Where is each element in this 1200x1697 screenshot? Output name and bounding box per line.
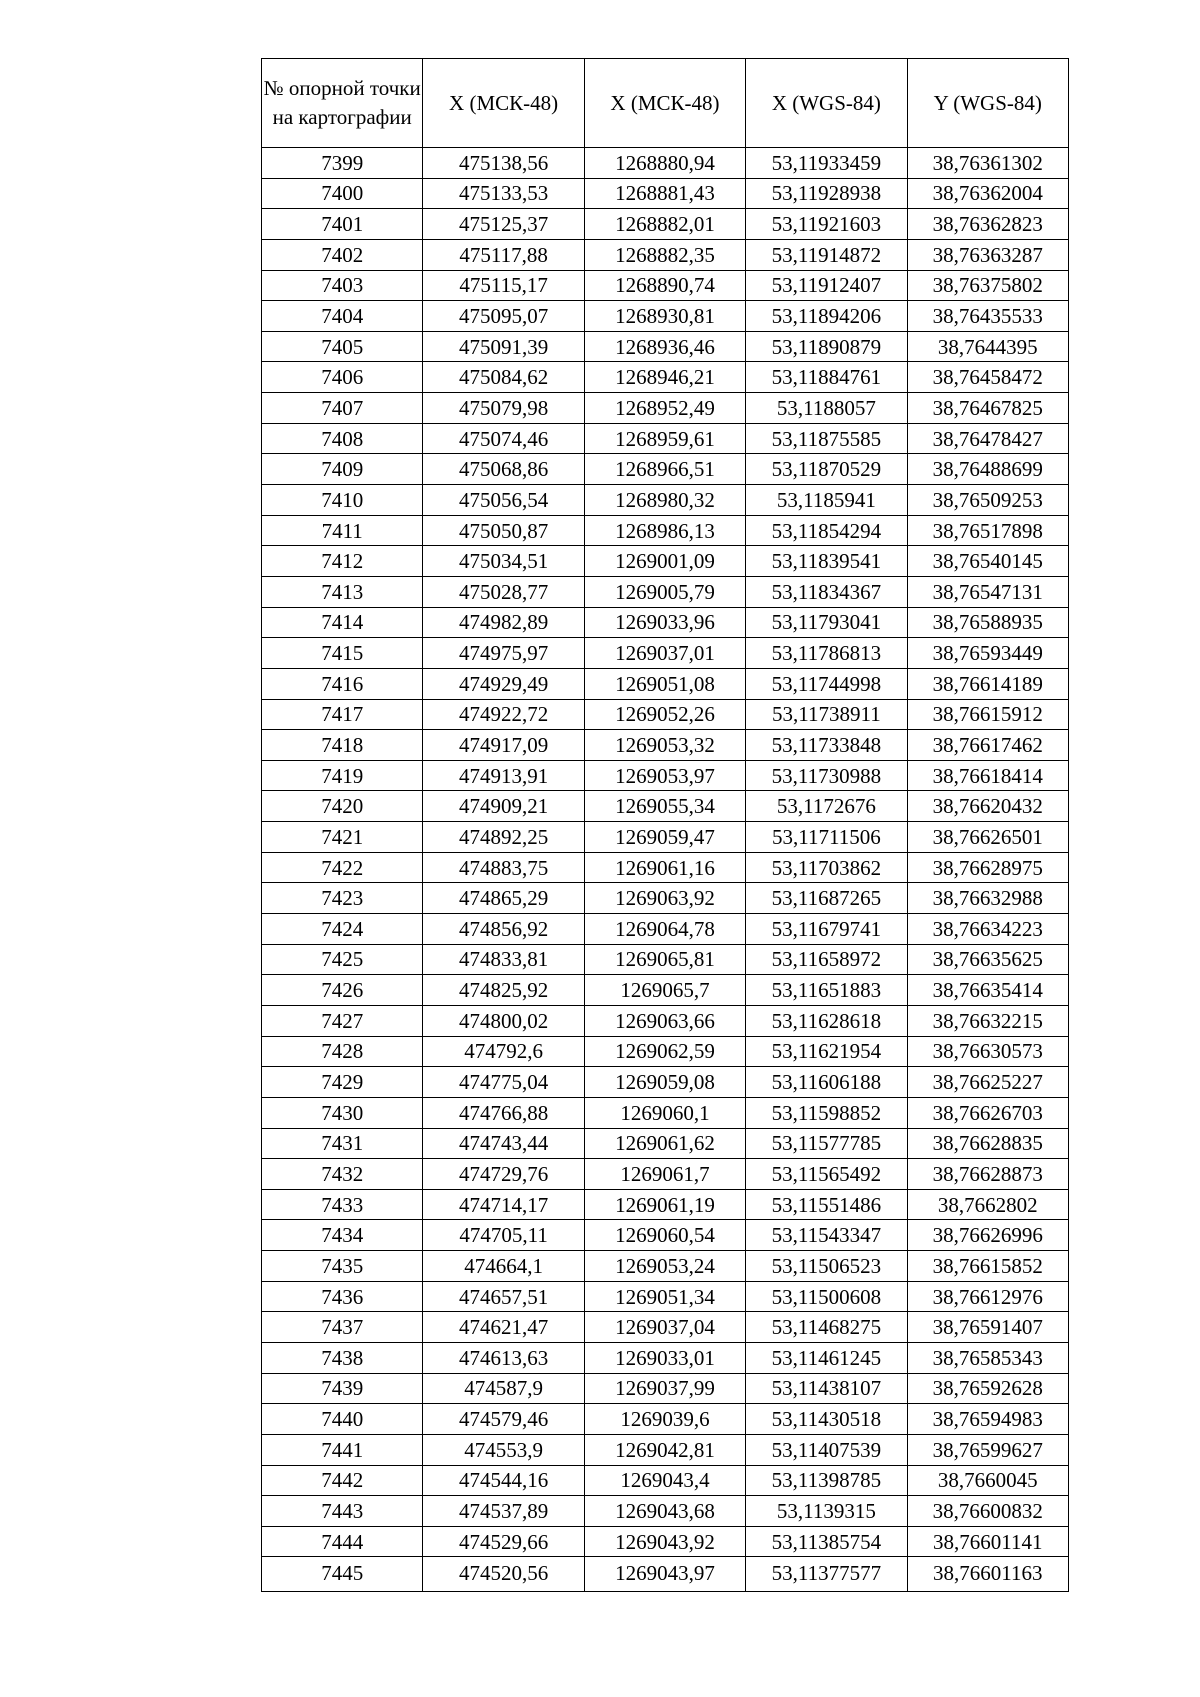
y-wgs84-cell: 38,76585343 <box>907 1342 1068 1373</box>
x-wgs84-cell: 53,11703862 <box>746 852 907 883</box>
x-wgs84-cell: 53,11912407 <box>746 270 907 301</box>
x-wgs84-cell: 53,11621954 <box>746 1036 907 1067</box>
x-msk48-cell: 474714,17 <box>423 1189 584 1220</box>
x-msk48-cell: 474705,11 <box>423 1220 584 1251</box>
table-row <box>262 1281 1069 1312</box>
table-row <box>262 791 1069 822</box>
x-msk48-cell: 474922,72 <box>423 699 584 730</box>
table-row <box>262 699 1069 730</box>
header-x-msk48-second: X (МСК-48) <box>584 59 745 148</box>
point-number-cell: 7432 <box>262 1159 423 1190</box>
x-msk48-cell: 474587,9 <box>423 1373 584 1404</box>
table-body <box>262 148 1069 1592</box>
table-row <box>262 1465 1069 1496</box>
point-number-cell: 7418 <box>262 730 423 761</box>
y-wgs84-cell: 38,76600832 <box>907 1496 1068 1527</box>
point-number-cell: 7409 <box>262 454 423 485</box>
x-msk48-second-cell: 1268880,94 <box>584 148 745 179</box>
x-msk48-cell: 474537,89 <box>423 1496 584 1527</box>
x-wgs84-cell: 53,11543347 <box>746 1220 907 1251</box>
y-wgs84-cell: 38,76594983 <box>907 1404 1068 1435</box>
x-wgs84-cell: 53,11870529 <box>746 454 907 485</box>
table-row <box>262 852 1069 883</box>
y-wgs84-cell: 38,76361302 <box>907 148 1068 179</box>
table-row <box>262 1404 1069 1435</box>
point-number-cell: 7435 <box>262 1251 423 1282</box>
table-row <box>262 209 1069 240</box>
table-row <box>262 944 1069 975</box>
x-msk48-second-cell: 1268890,74 <box>584 270 745 301</box>
point-number-cell: 7422 <box>262 852 423 883</box>
point-number-cell: 7414 <box>262 607 423 638</box>
x-msk48-second-cell: 1269039,6 <box>584 1404 745 1435</box>
point-number-cell: 7426 <box>262 975 423 1006</box>
x-msk48-second-cell: 1269053,97 <box>584 760 745 791</box>
point-number-cell: 7412 <box>262 546 423 577</box>
y-wgs84-cell: 38,76478427 <box>907 423 1068 454</box>
x-wgs84-cell: 53,11834367 <box>746 576 907 607</box>
x-msk48-second-cell: 1269061,62 <box>584 1128 745 1159</box>
table-row <box>262 301 1069 332</box>
point-number-cell: 7445 <box>262 1557 423 1592</box>
table-row <box>262 914 1069 945</box>
table-row <box>262 331 1069 362</box>
x-msk48-cell: 474917,09 <box>423 730 584 761</box>
table-row <box>262 1005 1069 1036</box>
x-msk48-cell: 474553,9 <box>423 1434 584 1465</box>
x-msk48-second-cell: 1268882,35 <box>584 239 745 270</box>
x-msk48-second-cell: 1269037,04 <box>584 1312 745 1343</box>
x-wgs84-cell: 53,11606188 <box>746 1067 907 1098</box>
y-wgs84-cell: 38,76601163 <box>907 1557 1068 1592</box>
x-msk48-second-cell: 1268986,13 <box>584 515 745 546</box>
y-wgs84-cell: 38,7644395 <box>907 331 1068 362</box>
table-row <box>262 1220 1069 1251</box>
y-wgs84-cell: 38,76509253 <box>907 485 1068 516</box>
x-msk48-cell: 474657,51 <box>423 1281 584 1312</box>
x-wgs84-cell: 53,11551486 <box>746 1189 907 1220</box>
x-msk48-cell: 474664,1 <box>423 1251 584 1282</box>
x-msk48-second-cell: 1269055,34 <box>584 791 745 822</box>
x-msk48-second-cell: 1268980,32 <box>584 485 745 516</box>
x-wgs84-cell: 53,11679741 <box>746 914 907 945</box>
x-msk48-second-cell: 1269051,08 <box>584 668 745 699</box>
table-row <box>262 148 1069 179</box>
x-wgs84-cell: 53,11377577 <box>746 1557 907 1592</box>
y-wgs84-cell: 38,76635625 <box>907 944 1068 975</box>
y-wgs84-cell: 38,7662802 <box>907 1189 1068 1220</box>
x-msk48-cell: 475068,86 <box>423 454 584 485</box>
point-number-cell: 7440 <box>262 1404 423 1435</box>
y-wgs84-cell: 38,76362823 <box>907 209 1068 240</box>
x-wgs84-cell: 53,11506523 <box>746 1251 907 1282</box>
x-msk48-cell: 475084,62 <box>423 362 584 393</box>
x-msk48-cell: 474856,92 <box>423 914 584 945</box>
table-row <box>262 822 1069 853</box>
x-wgs84-cell: 53,11398785 <box>746 1465 907 1496</box>
table-row <box>262 393 1069 424</box>
x-msk48-cell: 474775,04 <box>423 1067 584 1098</box>
table-row <box>262 1128 1069 1159</box>
y-wgs84-cell: 38,76628975 <box>907 852 1068 883</box>
x-wgs84-cell: 53,11744998 <box>746 668 907 699</box>
x-wgs84-cell: 53,11577785 <box>746 1128 907 1159</box>
x-msk48-cell: 474613,63 <box>423 1342 584 1373</box>
point-number-cell: 7438 <box>262 1342 423 1373</box>
x-msk48-second-cell: 1269043,97 <box>584 1557 745 1592</box>
x-wgs84-cell: 53,11839541 <box>746 546 907 577</box>
y-wgs84-cell: 38,76593449 <box>907 638 1068 669</box>
x-msk48-second-cell: 1269061,7 <box>584 1159 745 1190</box>
point-number-cell: 7400 <box>262 178 423 209</box>
y-wgs84-cell: 38,76628873 <box>907 1159 1068 1190</box>
y-wgs84-cell: 38,76625227 <box>907 1067 1068 1098</box>
x-msk48-cell: 474892,25 <box>423 822 584 853</box>
table-row <box>262 546 1069 577</box>
table-row <box>262 1189 1069 1220</box>
x-wgs84-cell: 53,11733848 <box>746 730 907 761</box>
point-number-cell: 7443 <box>262 1496 423 1527</box>
x-msk48-second-cell: 1268936,46 <box>584 331 745 362</box>
y-wgs84-cell: 38,76612976 <box>907 1281 1068 1312</box>
table-row <box>262 1373 1069 1404</box>
table-row <box>262 975 1069 1006</box>
point-number-cell: 7444 <box>262 1526 423 1557</box>
x-msk48-second-cell: 1268959,61 <box>584 423 745 454</box>
point-number-cell: 7421 <box>262 822 423 853</box>
point-number-cell: 7405 <box>262 331 423 362</box>
x-wgs84-cell: 53,11793041 <box>746 607 907 638</box>
point-number-cell: 7420 <box>262 791 423 822</box>
y-wgs84-cell: 38,76620432 <box>907 791 1068 822</box>
x-msk48-second-cell: 1269043,4 <box>584 1465 745 1496</box>
x-msk48-second-cell: 1269053,32 <box>584 730 745 761</box>
x-msk48-cell: 474883,75 <box>423 852 584 883</box>
y-wgs84-cell: 38,76599627 <box>907 1434 1068 1465</box>
x-msk48-second-cell: 1269063,66 <box>584 1005 745 1036</box>
x-msk48-second-cell: 1268881,43 <box>584 178 745 209</box>
x-msk48-second-cell: 1269061,19 <box>584 1189 745 1220</box>
table-row <box>262 515 1069 546</box>
table-row <box>262 1434 1069 1465</box>
x-wgs84-cell: 53,11565492 <box>746 1159 907 1190</box>
x-wgs84-cell: 53,11468275 <box>746 1312 907 1343</box>
x-msk48-cell: 475117,88 <box>423 239 584 270</box>
y-wgs84-cell: 38,76591407 <box>907 1312 1068 1343</box>
coordinates-table <box>261 58 1069 1592</box>
x-wgs84-cell: 53,11658972 <box>746 944 907 975</box>
point-number-cell: 7424 <box>262 914 423 945</box>
x-wgs84-cell: 53,11407539 <box>746 1434 907 1465</box>
point-number-cell: 7417 <box>262 699 423 730</box>
y-wgs84-cell: 38,76615912 <box>907 699 1068 730</box>
point-number-cell: 7401 <box>262 209 423 240</box>
x-msk48-second-cell: 1269042,81 <box>584 1434 745 1465</box>
table-row <box>262 638 1069 669</box>
x-wgs84-cell: 53,11628618 <box>746 1005 907 1036</box>
point-number-cell: 7427 <box>262 1005 423 1036</box>
y-wgs84-cell: 38,76626703 <box>907 1097 1068 1128</box>
x-msk48-second-cell: 1269065,7 <box>584 975 745 1006</box>
point-number-cell: 7442 <box>262 1465 423 1496</box>
x-wgs84-cell: 53,11921603 <box>746 209 907 240</box>
x-msk48-cell: 475028,77 <box>423 576 584 607</box>
x-wgs84-cell: 53,11738911 <box>746 699 907 730</box>
x-msk48-cell: 474833,81 <box>423 944 584 975</box>
point-number-cell: 7404 <box>262 301 423 332</box>
y-wgs84-cell: 38,76635414 <box>907 975 1068 1006</box>
table-row <box>262 1159 1069 1190</box>
table-row <box>262 1496 1069 1527</box>
point-number-cell: 7429 <box>262 1067 423 1098</box>
header-y-wgs84: Y (WGS-84) <box>907 59 1068 148</box>
point-number-cell: 7403 <box>262 270 423 301</box>
point-number-cell: 7415 <box>262 638 423 669</box>
x-msk48-cell: 474825,92 <box>423 975 584 1006</box>
x-msk48-cell: 475138,56 <box>423 148 584 179</box>
x-msk48-second-cell: 1269063,92 <box>584 883 745 914</box>
y-wgs84-cell: 38,76467825 <box>907 393 1068 424</box>
x-msk48-cell: 474975,97 <box>423 638 584 669</box>
table-row <box>262 239 1069 270</box>
x-msk48-cell: 474766,88 <box>423 1097 584 1128</box>
x-msk48-cell: 475125,37 <box>423 209 584 240</box>
y-wgs84-cell: 38,76632988 <box>907 883 1068 914</box>
table-row <box>262 454 1069 485</box>
x-msk48-second-cell: 1269065,81 <box>584 944 745 975</box>
point-number-cell: 7425 <box>262 944 423 975</box>
x-wgs84-cell: 53,11928938 <box>746 178 907 209</box>
point-number-cell: 7406 <box>262 362 423 393</box>
x-wgs84-cell: 53,11711506 <box>746 822 907 853</box>
y-wgs84-cell: 38,76614189 <box>907 668 1068 699</box>
x-wgs84-cell: 53,11875585 <box>746 423 907 454</box>
x-msk48-second-cell: 1269037,99 <box>584 1373 745 1404</box>
y-wgs84-cell: 38,76540145 <box>907 546 1068 577</box>
x-msk48-second-cell: 1269059,47 <box>584 822 745 853</box>
y-wgs84-cell: 38,76547131 <box>907 576 1068 607</box>
x-msk48-cell: 474529,66 <box>423 1526 584 1557</box>
y-wgs84-cell: 38,76628835 <box>907 1128 1068 1159</box>
point-number-cell: 7439 <box>262 1373 423 1404</box>
x-msk48-cell: 475074,46 <box>423 423 584 454</box>
table-row <box>262 1342 1069 1373</box>
table-row <box>262 1036 1069 1067</box>
x-msk48-second-cell: 1269059,08 <box>584 1067 745 1098</box>
table-row <box>262 423 1069 454</box>
x-msk48-second-cell: 1269043,92 <box>584 1526 745 1557</box>
x-msk48-cell: 474982,89 <box>423 607 584 638</box>
y-wgs84-cell: 38,76517898 <box>907 515 1068 546</box>
x-msk48-cell: 475050,87 <box>423 515 584 546</box>
x-msk48-second-cell: 1268930,81 <box>584 301 745 332</box>
header-row <box>262 59 1069 148</box>
y-wgs84-cell: 38,76592628 <box>907 1373 1068 1404</box>
x-wgs84-cell: 53,11687265 <box>746 883 907 914</box>
x-msk48-second-cell: 1269053,24 <box>584 1251 745 1282</box>
point-number-cell: 7399 <box>262 148 423 179</box>
x-wgs84-cell: 53,11461245 <box>746 1342 907 1373</box>
point-number-cell: 7428 <box>262 1036 423 1067</box>
table-row <box>262 1097 1069 1128</box>
point-number-cell: 7434 <box>262 1220 423 1251</box>
x-msk48-cell: 474579,46 <box>423 1404 584 1435</box>
x-msk48-second-cell: 1269051,34 <box>584 1281 745 1312</box>
x-msk48-cell: 475034,51 <box>423 546 584 577</box>
x-msk48-second-cell: 1268966,51 <box>584 454 745 485</box>
x-msk48-cell: 475133,53 <box>423 178 584 209</box>
table-row <box>262 1557 1069 1592</box>
x-msk48-second-cell: 1269037,01 <box>584 638 745 669</box>
x-wgs84-cell: 53,11730988 <box>746 760 907 791</box>
x-msk48-second-cell: 1269062,59 <box>584 1036 745 1067</box>
x-msk48-cell: 474929,49 <box>423 668 584 699</box>
y-wgs84-cell: 38,76458472 <box>907 362 1068 393</box>
y-wgs84-cell: 38,76626996 <box>907 1220 1068 1251</box>
x-wgs84-cell: 53,11786813 <box>746 638 907 669</box>
y-wgs84-cell: 38,7660045 <box>907 1465 1068 1496</box>
point-number-cell: 7423 <box>262 883 423 914</box>
x-msk48-second-cell: 1268882,01 <box>584 209 745 240</box>
table-row <box>262 730 1069 761</box>
x-msk48-cell: 474913,91 <box>423 760 584 791</box>
table-row <box>262 270 1069 301</box>
point-number-cell: 7410 <box>262 485 423 516</box>
x-wgs84-cell: 53,11651883 <box>746 975 907 1006</box>
table-row <box>262 607 1069 638</box>
x-wgs84-cell: 53,11500608 <box>746 1281 907 1312</box>
y-wgs84-cell: 38,76375802 <box>907 270 1068 301</box>
y-wgs84-cell: 38,76617462 <box>907 730 1068 761</box>
x-msk48-second-cell: 1269033,01 <box>584 1342 745 1373</box>
x-msk48-cell: 474909,21 <box>423 791 584 822</box>
table-row <box>262 1312 1069 1343</box>
y-wgs84-cell: 38,76634223 <box>907 914 1068 945</box>
header-x-msk48: X (МСК-48) <box>423 59 584 148</box>
y-wgs84-cell: 38,76618414 <box>907 760 1068 791</box>
point-number-cell: 7433 <box>262 1189 423 1220</box>
table-row <box>262 576 1069 607</box>
x-msk48-cell: 475091,39 <box>423 331 584 362</box>
x-msk48-second-cell: 1268952,49 <box>584 393 745 424</box>
y-wgs84-cell: 38,76632215 <box>907 1005 1068 1036</box>
x-msk48-cell: 475056,54 <box>423 485 584 516</box>
table-header <box>262 59 1069 148</box>
point-number-cell: 7430 <box>262 1097 423 1128</box>
x-wgs84-cell: 53,11438107 <box>746 1373 907 1404</box>
x-msk48-cell: 474865,29 <box>423 883 584 914</box>
x-wgs84-cell: 53,1185941 <box>746 485 907 516</box>
y-wgs84-cell: 38,76488699 <box>907 454 1068 485</box>
x-msk48-cell: 475079,98 <box>423 393 584 424</box>
y-wgs84-cell: 38,76626501 <box>907 822 1068 853</box>
x-msk48-second-cell: 1269060,1 <box>584 1097 745 1128</box>
table-row <box>262 1067 1069 1098</box>
table-row <box>262 883 1069 914</box>
point-number-cell: 7436 <box>262 1281 423 1312</box>
x-msk48-cell: 474729,76 <box>423 1159 584 1190</box>
x-wgs84-cell: 53,11890879 <box>746 331 907 362</box>
x-msk48-cell: 474792,6 <box>423 1036 584 1067</box>
x-msk48-second-cell: 1269033,96 <box>584 607 745 638</box>
x-wgs84-cell: 53,1172676 <box>746 791 907 822</box>
table-row <box>262 362 1069 393</box>
y-wgs84-cell: 38,76362004 <box>907 178 1068 209</box>
x-msk48-second-cell: 1269052,26 <box>584 699 745 730</box>
x-wgs84-cell: 53,11598852 <box>746 1097 907 1128</box>
y-wgs84-cell: 38,76615852 <box>907 1251 1068 1282</box>
x-wgs84-cell: 53,11894206 <box>746 301 907 332</box>
header-point-number: № опорной точки на картографии <box>262 59 423 148</box>
point-number-cell: 7437 <box>262 1312 423 1343</box>
point-number-cell: 7416 <box>262 668 423 699</box>
y-wgs84-cell: 38,76588935 <box>907 607 1068 638</box>
x-wgs84-cell: 53,1188057 <box>746 393 907 424</box>
x-wgs84-cell: 53,11884761 <box>746 362 907 393</box>
table-row <box>262 668 1069 699</box>
x-msk48-second-cell: 1269001,09 <box>584 546 745 577</box>
x-wgs84-cell: 53,11430518 <box>746 1404 907 1435</box>
y-wgs84-cell: 38,76435533 <box>907 301 1068 332</box>
x-msk48-cell: 474743,44 <box>423 1128 584 1159</box>
x-msk48-second-cell: 1269064,78 <box>584 914 745 945</box>
x-msk48-cell: 474520,56 <box>423 1557 584 1592</box>
y-wgs84-cell: 38,76363287 <box>907 239 1068 270</box>
x-msk48-second-cell: 1269061,16 <box>584 852 745 883</box>
x-msk48-second-cell: 1268946,21 <box>584 362 745 393</box>
x-msk48-cell: 475115,17 <box>423 270 584 301</box>
point-number-cell: 7407 <box>262 393 423 424</box>
x-wgs84-cell: 53,1139315 <box>746 1496 907 1527</box>
table-row <box>262 485 1069 516</box>
y-wgs84-cell: 38,76601141 <box>907 1526 1068 1557</box>
x-wgs84-cell: 53,11854294 <box>746 515 907 546</box>
point-number-cell: 7419 <box>262 760 423 791</box>
x-wgs84-cell: 53,11914872 <box>746 239 907 270</box>
x-msk48-cell: 474544,16 <box>423 1465 584 1496</box>
point-number-cell: 7413 <box>262 576 423 607</box>
point-number-cell: 7408 <box>262 423 423 454</box>
x-msk48-second-cell: 1269060,54 <box>584 1220 745 1251</box>
x-msk48-second-cell: 1269005,79 <box>584 576 745 607</box>
y-wgs84-cell: 38,76630573 <box>907 1036 1068 1067</box>
table-row <box>262 760 1069 791</box>
point-number-cell: 7411 <box>262 515 423 546</box>
table-row <box>262 1526 1069 1557</box>
point-number-cell: 7441 <box>262 1434 423 1465</box>
x-msk48-cell: 474800,02 <box>423 1005 584 1036</box>
x-wgs84-cell: 53,11385754 <box>746 1526 907 1557</box>
table-row <box>262 1251 1069 1282</box>
x-msk48-cell: 474621,47 <box>423 1312 584 1343</box>
x-wgs84-cell: 53,11933459 <box>746 148 907 179</box>
x-msk48-second-cell: 1269043,68 <box>584 1496 745 1527</box>
header-x-wgs84: X (WGS-84) <box>746 59 907 148</box>
point-number-cell: 7402 <box>262 239 423 270</box>
point-number-cell: 7431 <box>262 1128 423 1159</box>
table-row <box>262 178 1069 209</box>
x-msk48-cell: 475095,07 <box>423 301 584 332</box>
